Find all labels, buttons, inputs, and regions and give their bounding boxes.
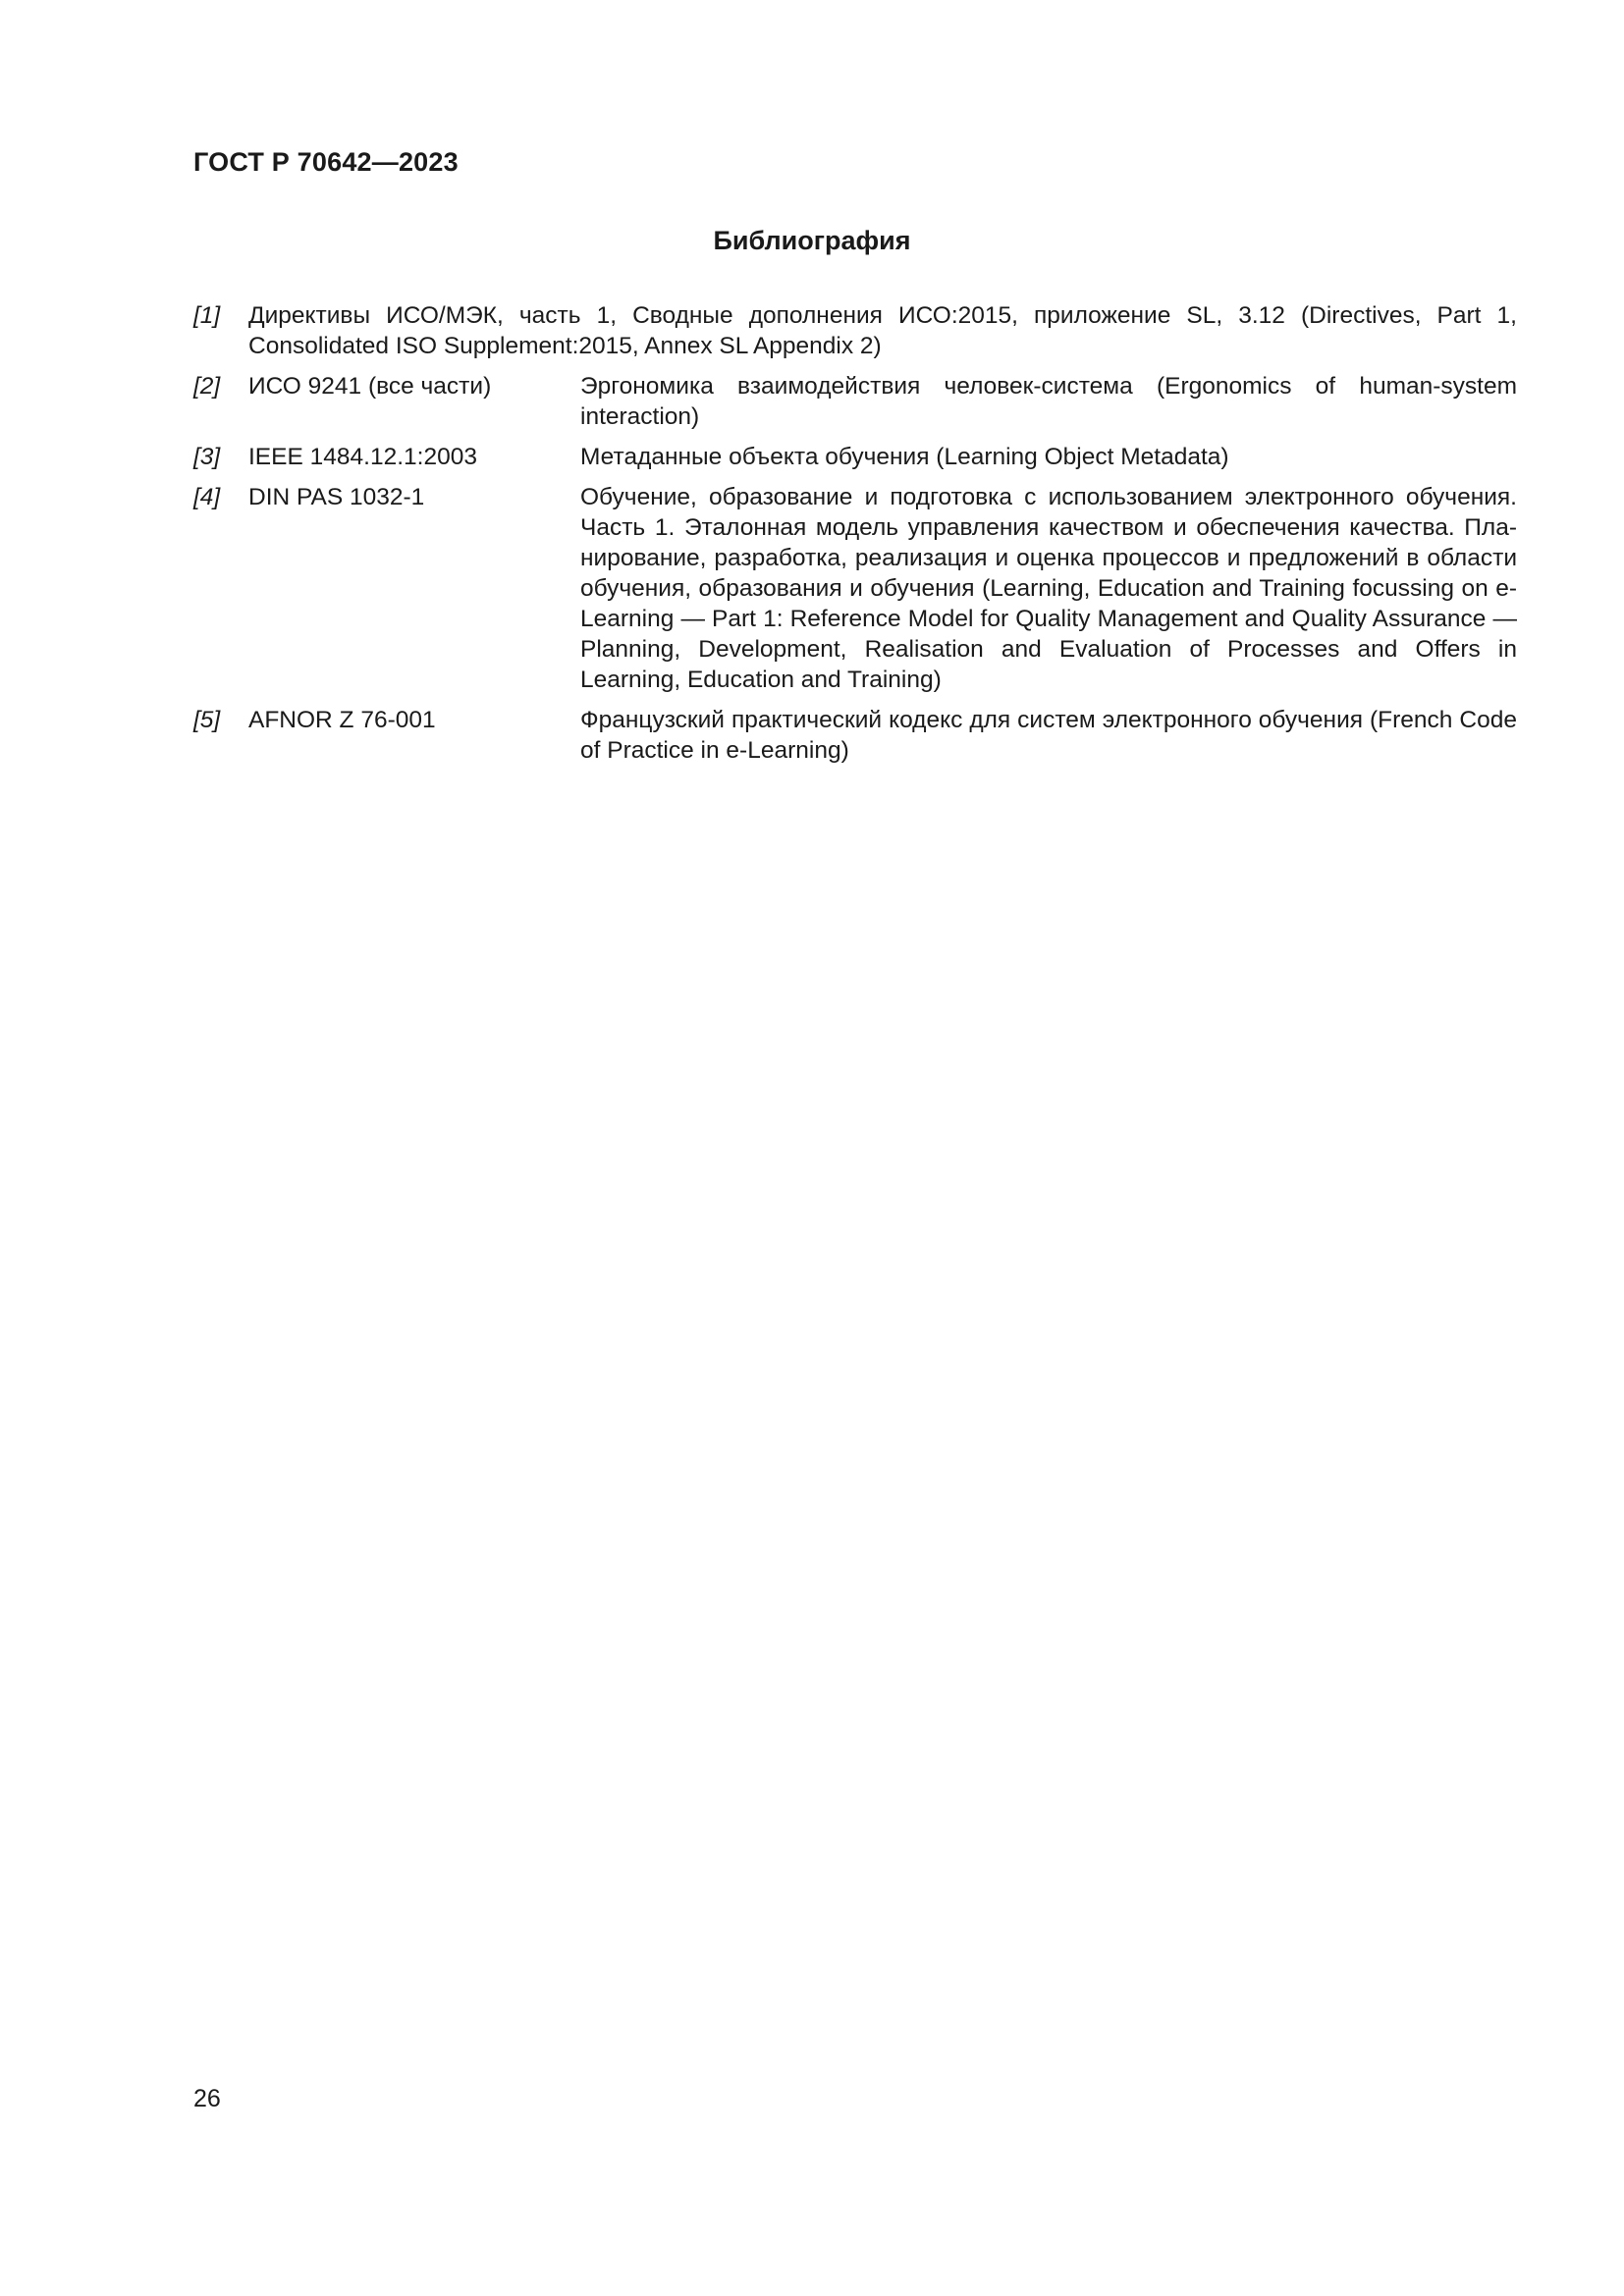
bibliography-list bbox=[193, 300, 1517, 775]
section-title: Библиография bbox=[713, 226, 911, 255]
entry-number: [1] bbox=[193, 302, 221, 329]
entry-text: Эргономика взаимодействия человек-система (Ergonomics of human-system interaction) bbox=[580, 373, 1517, 430]
page-number: 26 bbox=[193, 2085, 221, 2112]
entry-code: AFNOR Z 76-001 bbox=[248, 707, 436, 733]
entry-number: [5] bbox=[193, 707, 221, 733]
entry-number: [2] bbox=[193, 373, 221, 400]
entry-text: Обучение, образование и подготовка с использованием электронного обучения. Часть 1. Эталонная модель управления качеством и обеспечения качества. Планирование, разработка, реализация и оценка процессов и предложений в области обучения, образования и обучения (Learning, Education and Training focussing on e-Learning — Part 1: Reference Model for Quality Management and Quality Assurance — Planning, Development, Realisation and Evaluation of Processes and Offers in Learning, Education and Training) bbox=[580, 484, 1517, 693]
entry-number: [3] bbox=[193, 444, 221, 470]
entry-text: Директивы ИСО/МЭК, часть 1, Сводные дополнения ИСО:2015, приложение SL, 3.12 (Directives, Part 1, Consolidated ISO Supplement:2015, Annex SL Appendix 2) bbox=[248, 302, 1517, 359]
entry-text: Французский практический кодекс для систем электронного обучения (French Code of Practice in e-Learning) bbox=[580, 707, 1517, 764]
bibliography-entry bbox=[193, 705, 1517, 766]
entry-code: ИСО 9241 (все части) bbox=[248, 373, 492, 400]
bibliography-entry bbox=[193, 482, 1517, 695]
bibliography-entry bbox=[193, 300, 1517, 361]
entry-code: DIN PAS 1032-1 bbox=[248, 484, 425, 510]
document-code-header: ГОСТ Р 70642—2023 bbox=[193, 147, 459, 177]
entry-text: Метаданные объекта обучения (Learning Object Metadata) bbox=[580, 444, 1229, 470]
bibliography-entry bbox=[193, 371, 1517, 432]
bibliography-entry bbox=[193, 442, 1517, 472]
entry-code: IEEE 1484.12.1:2003 bbox=[248, 444, 477, 470]
entry-number: [4] bbox=[193, 484, 221, 510]
